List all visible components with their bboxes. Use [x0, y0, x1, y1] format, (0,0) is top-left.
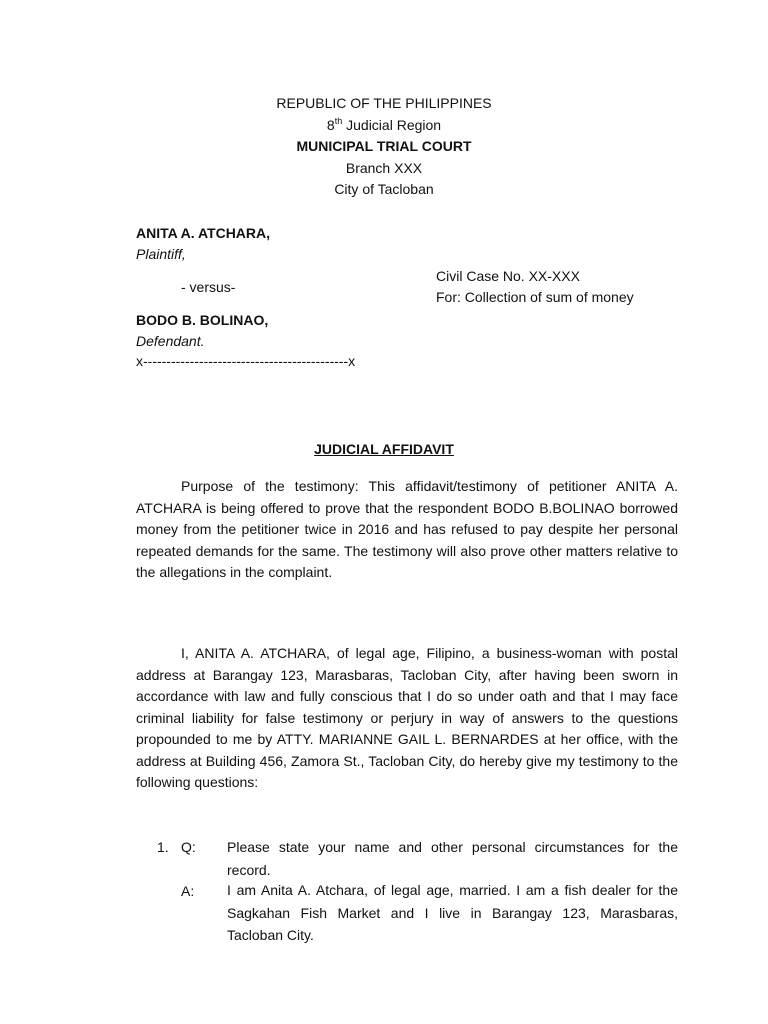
plaintiff-role: Plaintiff, — [136, 246, 186, 262]
republic-heading: REPUBLIC OF THE PHILIPPINES — [276, 95, 492, 111]
question-label: Q: — [181, 839, 196, 855]
judicial-region — [0, 115, 768, 136]
caption-divider: x--------------------------------------------x — [136, 353, 356, 369]
court-city: City of Tacloban — [334, 181, 434, 197]
document-title: JUDICIAL AFFIDAVIT — [314, 441, 454, 457]
plaintiff-name: ANITA A. ATCHARA, — [136, 225, 271, 241]
versus-label: - versus- — [181, 279, 236, 295]
defendant-role: Defendant. — [136, 333, 205, 349]
answer-text: I am Anita A. Atchara, of legal age, married. I am a fish dealer for the Sagkahan Fish Market and I live in Barangay 123, Marasbaras, Tacloban City. — [227, 882, 678, 943]
region-label: Judicial Region — [342, 117, 442, 133]
statement-paragraph: I, ANITA A. ATCHARA, of legal age, Filipino, a business-woman with postal address at Barangay 123, Marasbaras, Tacloban City, after having been sworn in accordance with law and fully conscious that I do so under oath and that I may face criminal liability for false testimony or perjury in way of answers to the questions propounded to me by ATTY. MARIANNE GAIL L. BERNARDES at her office, with the address at Building 456, Zamora St., Tacloban City, do hereby give my testimony to the following questions: — [136, 645, 678, 790]
case-number: Civil Case No. XX-XXX — [436, 268, 580, 284]
purpose-paragraph: Purpose of the testimony: This affidavit/testimony of petitioner ANITA A. ATCHARA is being offered to prove that the respondent BODO B.BOLINAO borrowed money from the petitioner twice in 2016 and has refused to pay despite her personal repeated demands for the same. The testimony will also prove other matters relative to the allegations in the complaint. — [136, 478, 678, 580]
qa-number: 1. — [157, 839, 169, 855]
question-text: Please state your name and other personal circumstances for the record. — [227, 839, 678, 878]
region-ordinal: th — [334, 116, 343, 126]
case-subject: For: Collection of sum of money — [436, 289, 634, 305]
court-branch: Branch XXX — [345, 160, 423, 176]
answer-label: A: — [181, 883, 195, 899]
court-name: MUNICIPAL TRIAL COURT — [296, 138, 472, 154]
defendant-name: BODO B. BOLINAO, — [136, 312, 269, 328]
region-number: 8 — [326, 117, 335, 133]
